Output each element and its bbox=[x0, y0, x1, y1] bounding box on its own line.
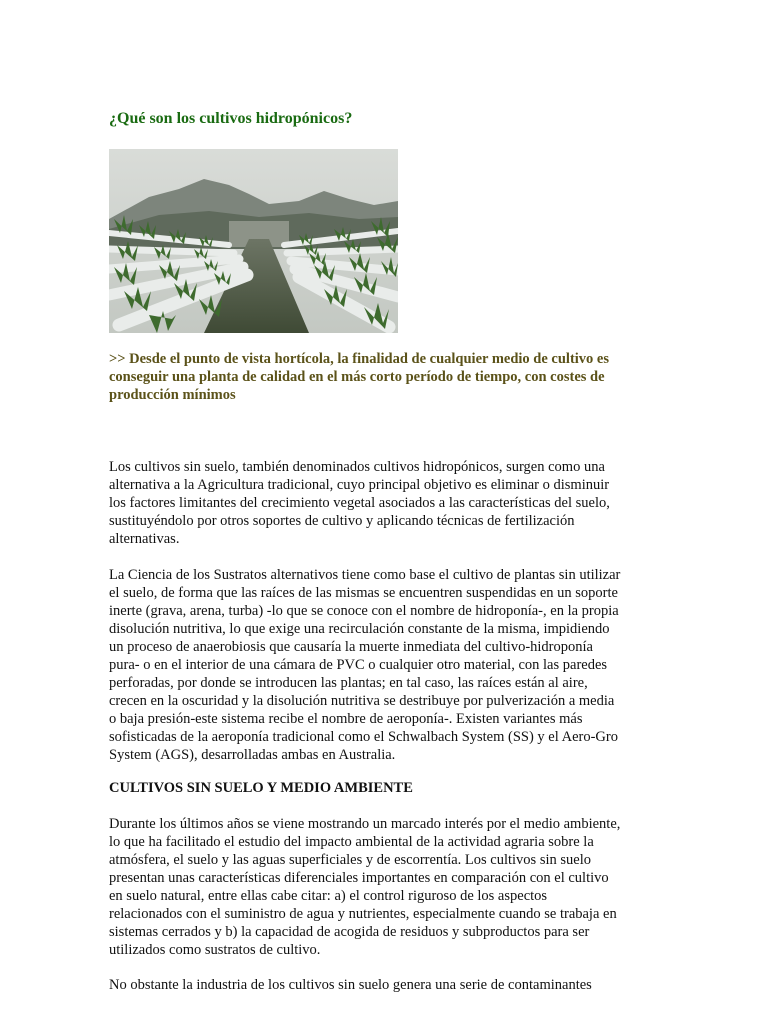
text-line: perforadas, por donde se introducen las plantas; en tal caso, las raíces están al aire, bbox=[109, 675, 588, 691]
text-line: un proceso de anaerobiosis que causaría la muerte inmediata del cultivo-hidroponía bbox=[109, 639, 593, 655]
lead-paragraph bbox=[109, 350, 661, 404]
text-line: La Ciencia de los Sustratos alternativos tiene como base el cultivo de plantas sin utilizar bbox=[109, 567, 621, 583]
body-paragraph-4 bbox=[109, 976, 661, 994]
text-line: relacionados con el suministro de agua y nutrientes, especialmente cuando se trabaja en bbox=[109, 906, 617, 922]
text-line: No obstante la industria de los cultivos sin suelo genera una serie de contaminantes bbox=[109, 977, 592, 993]
lead-line: >> Desde el punto de vista hortícola, la finalidad de cualquier medio de cultivo es bbox=[109, 351, 610, 367]
text-line: sistemas cerrados y b) la capacidad de acogida de residuos y subproductos para ser bbox=[109, 924, 590, 940]
text-line: el suelo, de forma que las raíces de las mismas se encuentren suspendidas en un soporte bbox=[109, 585, 618, 601]
text-line: alternativa a la Agricultura tradicional, cuyo principal objetivo es eliminar o disminuir bbox=[109, 477, 610, 493]
text-line: o baja presión-este sistema recibe el nombre de aeroponía-. Existen variantes más bbox=[109, 711, 583, 727]
text-line: alternativas. bbox=[109, 531, 180, 547]
text-line: inerte (grava, arena, turba) -lo que se conoce con el nombre de hidroponía-, en la propia bbox=[109, 603, 619, 619]
lead-line: conseguir una planta de calidad en el más corto período de tiempo, con costes de bbox=[109, 369, 605, 385]
lead-line: producción mínimos bbox=[109, 387, 236, 403]
text-line: presentan unas características diferenciales importantes en comparación con el cultivo bbox=[109, 870, 609, 886]
text-line: utilizados como sustratos de cultivo. bbox=[109, 942, 321, 958]
text-line: pura- o en el interior de una cámara de PVC o cualquier otro material, con las paredes bbox=[109, 657, 608, 673]
text-line: sofisticadas de la aeroponía tradicional como el Schwalbach System (SS) y el Aero-Gro bbox=[109, 729, 618, 745]
text-line: Los cultivos sin suelo, también denominados cultivos hidropónicos, surgen como una bbox=[109, 459, 605, 475]
text-line: Durante los últimos años se viene mostrando un marcado interés por el medio ambiente, bbox=[109, 816, 621, 832]
body-paragraph-2 bbox=[109, 566, 661, 764]
text-line: System (AGS), desarrolladas ambas en Australia. bbox=[109, 747, 396, 763]
hydroponic-greenhouse-photo bbox=[109, 149, 398, 333]
text-line: atmósfera, el suelo y las aguas superficiales y de escorrentía. Los cultivos sin suelo bbox=[109, 852, 591, 868]
text-line: en suelo natural, entre ellas cabe citar: a) el control riguroso de los aspectos bbox=[109, 888, 548, 904]
section-heading: CULTIVOS SIN SUELO Y MEDIO AMBIENTE bbox=[109, 780, 413, 796]
text-line: los factores limitantes del crecimiento vegetal asociados a las características del suelo, bbox=[109, 495, 610, 511]
text-line: sustituyéndolo por otros soportes de cultivo y aplicando técnicas de fertilización bbox=[109, 513, 575, 529]
text-line: crecen en la oscuridad y la disolución nutritiva se destribuye por pulverización a media bbox=[109, 693, 615, 709]
text-line: disolución nutritiva, lo que exige una recirculación constante de la misma, impidiendo bbox=[109, 621, 610, 637]
body-paragraph-1 bbox=[109, 458, 661, 548]
text-line: lo que ha facilitado el estudio del impacto ambiental de la actividad agraria sobre la bbox=[109, 834, 594, 850]
body-paragraph-3 bbox=[109, 815, 661, 959]
page-title: ¿Qué son los cultivos hidropónicos? bbox=[109, 110, 353, 127]
